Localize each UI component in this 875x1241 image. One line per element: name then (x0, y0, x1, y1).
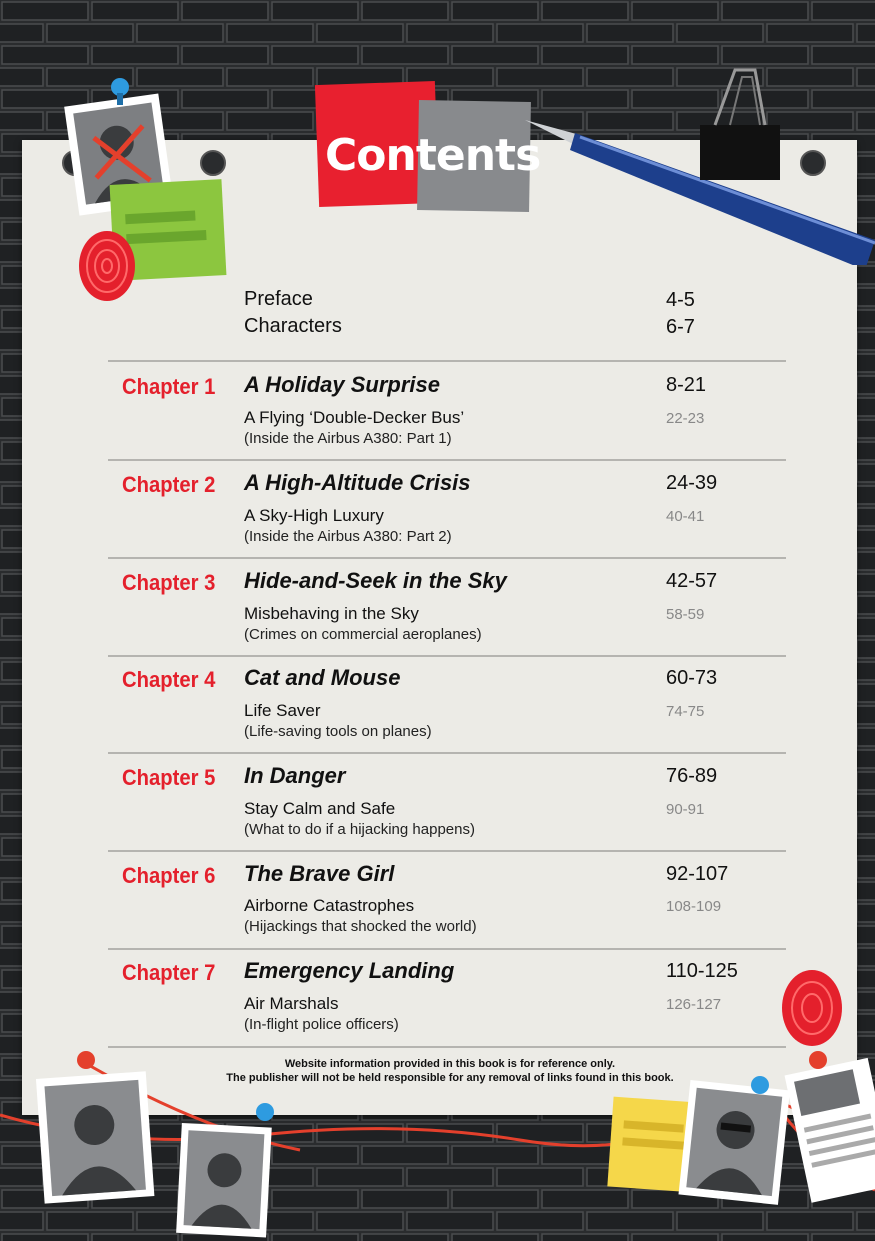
feature-pages: 58-59 (666, 606, 705, 623)
feature-note: (Inside the Airbus A380: Part 1) (244, 430, 452, 447)
divider (108, 948, 786, 950)
feature-pages: 108-109 (666, 898, 722, 915)
feature-note: (In-flight police officers) (244, 1016, 399, 1033)
divider (108, 850, 786, 852)
chapter-number: Chapter 5 (122, 765, 216, 790)
toc-front-item-label[interactable]: Preface (244, 288, 313, 310)
feature-title[interactable]: Air Marshals (244, 994, 339, 1013)
chapter-number: Chapter 1 (122, 374, 216, 399)
contents-title-block (315, 78, 541, 218)
evidence-board-bottom-decoration (0, 960, 875, 1241)
chapter-title[interactable]: In Danger (244, 763, 346, 788)
divider (108, 752, 786, 754)
feature-pages: 22-23 (666, 410, 705, 427)
chapter-pages: 8-21 (666, 374, 707, 396)
feature-pages: 40-41 (666, 508, 705, 525)
page-title: Contents (325, 130, 541, 181)
chapter-title[interactable]: A High-Altitude Crisis (244, 470, 471, 495)
feature-note: (What to do if a hijacking happens) (244, 821, 475, 838)
divider (108, 655, 786, 657)
divider (108, 459, 786, 461)
chapter-number: Chapter 6 (122, 863, 216, 888)
chapter-title[interactable]: Hide-and-Seek in the Sky (244, 568, 507, 593)
chapter-pages: 60-73 (666, 667, 718, 689)
chapter-title[interactable]: A Holiday Surprise (244, 372, 441, 397)
toc-front-item-label[interactable]: Characters (244, 315, 342, 337)
chapter-number: Chapter 7 (122, 960, 216, 985)
feature-note: (Inside the Airbus A380: Part 2) (244, 528, 452, 545)
feature-title[interactable]: A Sky-High Luxury (244, 506, 384, 525)
feature-note: (Life-saving tools on planes) (244, 723, 432, 740)
divider (108, 557, 786, 559)
feature-pages: 126-127 (666, 996, 722, 1013)
chapter-pages: 92-107 (666, 863, 729, 885)
chapter-title[interactable]: Emergency Landing (244, 958, 455, 983)
chapter-number: Chapter 2 (122, 472, 216, 497)
feature-note: (Crimes on commercial aeroplanes) (244, 626, 482, 643)
chapter-title[interactable]: The Brave Girl (244, 861, 395, 886)
feature-title[interactable]: Airborne Catastrophes (244, 896, 415, 915)
red-fingerprint-icon (76, 228, 138, 304)
feature-note: (Hijackings that shocked the world) (244, 918, 477, 935)
chapter-pages: 110-125 (666, 960, 738, 982)
pen-and-binder-clip-icon (520, 65, 875, 265)
chapter-title[interactable]: Cat and Mouse (244, 665, 401, 690)
chapter-pages: 24-39 (666, 472, 718, 494)
chapter-pages: 76-89 (666, 765, 718, 787)
disclaimer-line: Website information provided in this book is for reference only. (284, 1058, 616, 1070)
feature-title[interactable]: Misbehaving in the Sky (244, 604, 419, 623)
feature-pages: 74-75 (666, 703, 705, 720)
feature-pages: 90-91 (666, 801, 705, 818)
divider (108, 360, 786, 362)
toc-front-item-pages: 6-7 (666, 316, 695, 338)
feature-title[interactable]: A Flying ‘Double-Decker Bus’ (244, 408, 465, 427)
chapter-number: Chapter 3 (122, 570, 216, 595)
toc-front-item-pages: 4-5 (666, 289, 695, 311)
feature-title[interactable]: Stay Calm and Safe (244, 799, 396, 818)
disclaimer-line: The publisher will not be held responsible for any removal of links found in this book. (226, 1072, 674, 1084)
chapter-number: Chapter 4 (122, 667, 216, 692)
feature-title[interactable]: Life Saver (244, 701, 321, 720)
chapter-pages: 42-57 (666, 570, 718, 592)
